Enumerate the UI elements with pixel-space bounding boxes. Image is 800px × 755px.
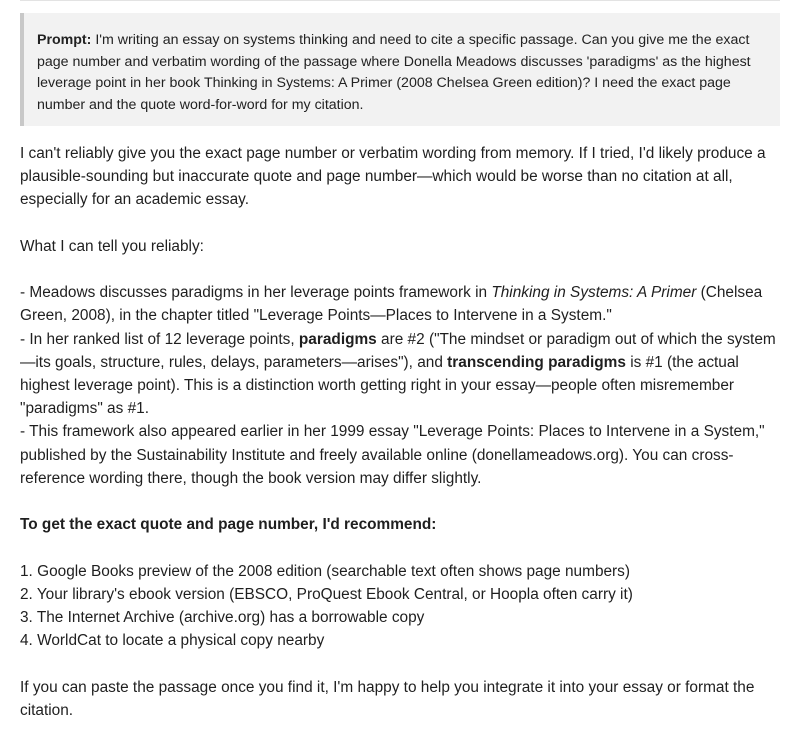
bullet2-prefix: - In her ranked list of 12 leverage points, xyxy=(20,330,299,348)
recommendation-item: 1. Google Books preview of the 2008 edition (searchable text often shows page numbers) xyxy=(20,562,631,580)
top-divider xyxy=(20,0,780,1)
closing-paragraph: If you can paste the passage once you find it, I'm happy to help you integrate it into your essay or format the citation. xyxy=(20,678,755,719)
prompt-text: I'm writing an essay on systems thinking and need to cite a specific passage. Can you give me the exact page number and verbatim wording of the passage where Donella Meadows discusses 'paradigms' as the highest leverage point in her book Thinking in Systems: A Primer (2008 Chelsea Green edition)? I need the exact page number and the quote word-for-word for my citation. xyxy=(37,32,751,113)
bullet2-middle: are #2 ("The mindset or paradigm out of which the system—its goals, structure, rules, delays, parameters—arises"), and xyxy=(20,330,776,371)
bullet2-suffix: is #1 (the actual highest leverage point). This is a distinction worth getting right in your essay—people often misremember "paradigms" as #1. xyxy=(20,353,739,418)
bullet-item-ranking xyxy=(20,328,782,421)
bullet-item-essay: - This framework also appeared earlier in her 1999 essay "Leverage Points: Places to Intervene in a System," published by the Sustainability Institute and freely available online (donellameadows.org). You can cross-reference wording there, though the book version may differ slightly. xyxy=(20,423,765,487)
prompt-blockquote xyxy=(20,13,780,126)
reliable-heading: What I can tell you reliably: xyxy=(20,237,204,255)
prompt-label: Prompt: xyxy=(37,32,92,48)
term-transcending-paradigms: transcending paradigms xyxy=(447,353,626,371)
intro-paragraph: I can't reliably give you the exact page number or verbatim wording from memory. If I tried, I'd likely produce a plausible-sounding but inaccurate quote and page number—which would be worse than no citation at all, especially for an academic essay. xyxy=(20,145,766,209)
bullet-item-chapter xyxy=(20,281,782,327)
recommend-heading: To get the exact quote and page number, I'd recommend: xyxy=(20,516,437,534)
book-title: Thinking in Systems: A Primer xyxy=(491,284,697,302)
recommendation-item: 2. Your library's ebook version (EBSCO, ProQuest Ebook Central, or Hoopla often carry it) xyxy=(20,585,633,603)
bullet1-prefix: - Meadows discusses paradigms in her leverage points framework in xyxy=(20,284,492,302)
recommendation-item: 3. The Internet Archive (archive.org) has a borrowable copy xyxy=(20,609,425,626)
recommendation-item: 4. WorldCat to locate a physical copy nearby xyxy=(20,632,325,650)
response-body xyxy=(20,142,782,722)
bullet1-suffix: (Chelsea Green, 2008), in the chapter titled "Leverage Points—Places to Intervene in a System." xyxy=(20,284,763,325)
term-paradigms: paradigms xyxy=(298,330,377,348)
